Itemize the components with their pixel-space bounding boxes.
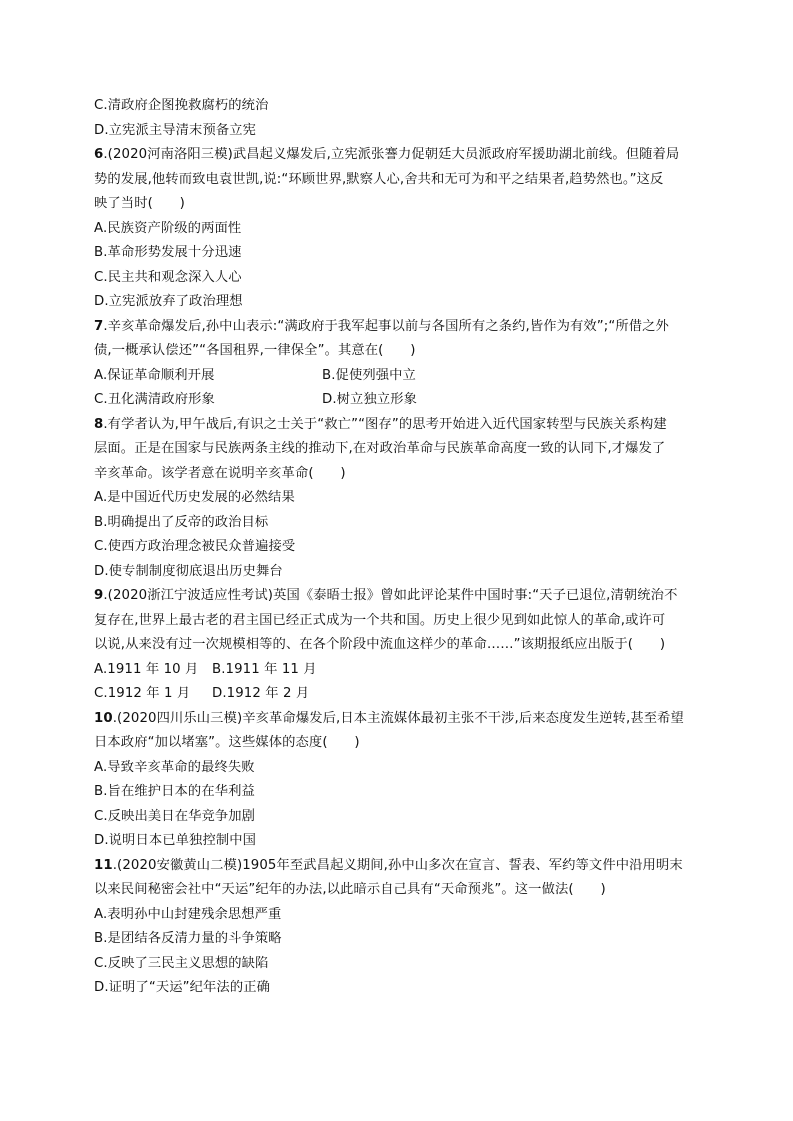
question-text: .(2020河南洛阳三模)武昌起义爆发后,立宪派张謇力促朝廷大员派政府军援助湖北前线。但随着局 (103, 147, 680, 162)
option-line: D.立宪派主导清末预备立宪 (94, 122, 257, 138)
question-text-line: 债,一概承认偿还”“各国租界,一律保全”。其意在( ) (94, 343, 416, 358)
question-text-line: 辛亥革命。该学者意在说明辛亥革命( ) (94, 465, 346, 481)
question-text-line: 映了当时( ) (94, 196, 185, 211)
option: C.丑化满清政府形象 (94, 392, 215, 407)
option-row (94, 364, 714, 389)
question-7-stem (94, 315, 714, 340)
option-row (94, 658, 714, 683)
option-line: B.旨在维护日本的在华利益 (94, 784, 255, 799)
question-text-line: 复存在,世界上最古老的君主国已经正式成为一个共和国。历史上很少见到如此惊人的革命,或许可 (94, 612, 666, 628)
question-number: 7 (94, 318, 104, 334)
option-line: C.使西方政治理念被民众普遍接受 (94, 539, 296, 554)
question-text-line: 日本政府“加以堵塞”。这些媒体的态度( ) (94, 735, 360, 750)
option-line: D.说明日本已单独控制中国 (94, 833, 257, 848)
option-line: C.民主共和观念深入人心 (94, 269, 242, 285)
option: A.保证革命顺利开展 (94, 367, 215, 383)
option-row (94, 682, 714, 707)
option-line: D.使专制制度彻底退出历史舞台 (94, 563, 283, 579)
question-number: 9 (94, 588, 104, 603)
question-text: .辛亥革命爆发后,孙中山表示:“满政府于我军起事以前与各国所有之条约,皆作为有效”;“所借之外 (103, 318, 669, 334)
option-line: D.证明了“天运”纪年法的正确 (94, 980, 271, 995)
question-8-stem (94, 413, 714, 438)
option-line: A.表明孙中山封建残余思想严重 (94, 906, 282, 922)
option-line: B.是团结各反清力量的斗争策略 (94, 931, 282, 946)
option: A.1911 年 10 月 (94, 661, 199, 677)
question-text-line: 以来民间秘密会社中“天运”纪年的办法,以此暗示自己具有“天命预兆”。这一做法( ) (94, 882, 606, 897)
question-number: 10 (94, 710, 113, 726)
option: B.促使列强中立 (322, 367, 416, 383)
question-number: 11 (94, 857, 113, 873)
option-line: A.是中国近代历史发展的必然结果 (94, 490, 295, 505)
question-text: .(2020四川乐山三模)辛亥革命爆发后,日本主流媒体最初主张不干涉,后来态度发生逆转,甚至希望 (112, 710, 684, 726)
question-11-stem (94, 854, 714, 879)
option-line: C.清政府企图挽救腐朽的统治 (94, 98, 269, 113)
question-text-line: 势的发展,他转而致电袁世凯,说:“环顾世界,默察人心,舍共和无可为和平之结果者,趋势然也。”这反 (94, 171, 664, 187)
option: C.1912 年 1 月 (94, 686, 191, 701)
option-line: A.导致辛亥革命的最终失败 (94, 759, 255, 775)
option-line: A.民族资产阶级的两面性 (94, 220, 242, 236)
question-10-stem (94, 707, 714, 732)
question-6-stem (94, 143, 714, 168)
question-text-line: 以说,从来没有过一次规模相等的、在各个阶段中流血这样少的革命……”该期报纸应出版于( ) (94, 637, 666, 652)
question-number: 6 (94, 147, 104, 162)
option-line: B.明确提出了反帝的政治目标 (94, 514, 269, 530)
option: B.1911 年 11 月 (212, 661, 317, 677)
option-line: B.革命形势发展十分迅速 (94, 245, 242, 260)
option-row (94, 388, 714, 413)
question-text: .(2020安徽黄山二模)1905年至武昌起义期间,孙中山多次在宣言、誓表、军约等文件中沿用明末 (112, 857, 683, 873)
option: D.1912 年 2 月 (212, 686, 310, 701)
option-line: C.反映了三民主义思想的缺陷 (94, 955, 269, 971)
question-number: 8 (94, 416, 104, 432)
question-text-line: 层面。正是在国家与民族两条主线的推动下,在对政治革命与民族革命高度一致的认同下,才爆发了 (94, 441, 666, 456)
question-content (94, 94, 714, 1001)
option: D.树立独立形象 (322, 392, 418, 407)
option-line: C.反映出美日在华竞争加剧 (94, 808, 256, 824)
question-9-stem (94, 584, 714, 609)
option-line: D.立宪派放弃了政治理想 (94, 294, 243, 309)
question-text: .(2020浙江宁波适应性考试)英国《泰晤士报》曾如此评论某件中国时事:“天子已退位,清朝统治不 (103, 588, 678, 603)
question-text: .有学者认为,甲午战后,有识之士关于“救亡”“图存”的思考开始进入近代国家转型与民族关系构建 (103, 416, 667, 432)
